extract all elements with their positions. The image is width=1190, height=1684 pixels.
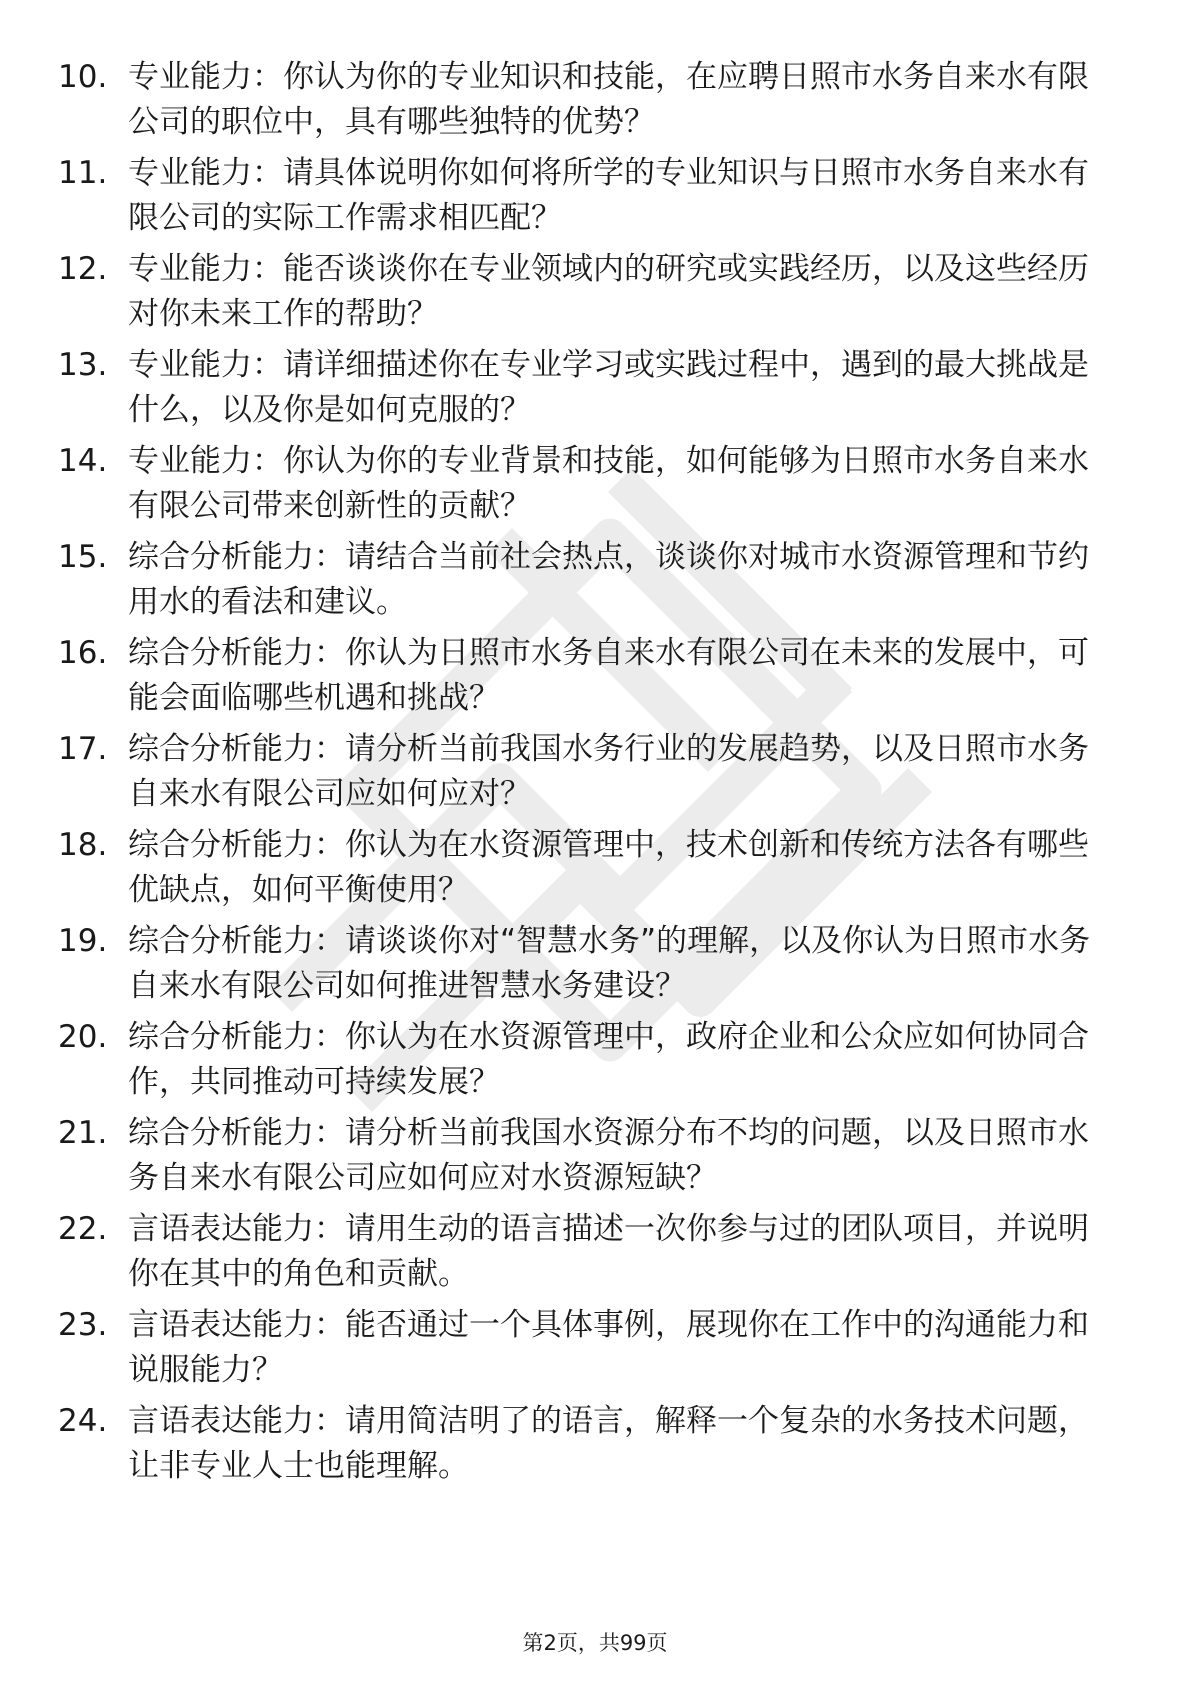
question-number: 22. xyxy=(58,1211,108,1247)
question-item xyxy=(0,242,1190,338)
question-item xyxy=(0,50,1190,146)
question-text: 综合分析能力：请分析当前我国水资源分布不均的问题，以及日照市水务自来水有限公司应如何应对水资源短缺？ xyxy=(128,1115,1089,1196)
question-item xyxy=(0,530,1190,626)
question-text: 专业能力：请具体说明你如何将所学的专业知识与日照市水务自来水有限公司的实际工作需求相匹配？ xyxy=(128,155,1089,236)
question-text: 综合分析能力：你认为在水资源管理中，政府企业和公众应如何协同合作，共同推动可持续发展？ xyxy=(128,1019,1089,1100)
question-number: 21. xyxy=(58,1115,108,1151)
question-number: 18. xyxy=(58,827,108,863)
question-number: 15. xyxy=(58,539,108,575)
question-item xyxy=(0,1106,1190,1202)
question-number: 17. xyxy=(58,731,108,767)
question-item xyxy=(0,338,1190,434)
question-item xyxy=(0,146,1190,242)
question-list xyxy=(0,50,1190,1490)
question-text: 综合分析能力：请结合当前社会热点，谈谈你对城市水资源管理和节约用水的看法和建议。 xyxy=(128,539,1089,620)
question-item xyxy=(0,1394,1190,1490)
question-number: 16. xyxy=(58,635,108,671)
page-footer xyxy=(0,1628,1190,1658)
question-text: 综合分析能力：你认为日照市水务自来水有限公司在未来的发展中，可能会面临哪些机遇和挑战？ xyxy=(128,635,1089,716)
question-number: 24. xyxy=(58,1403,108,1439)
question-number: 11. xyxy=(58,155,108,191)
question-text: 综合分析能力：你认为在水资源管理中，技术创新和传统方法各有哪些优缺点，如何平衡使用？ xyxy=(128,827,1089,908)
question-text: 言语表达能力：能否通过一个具体事例，展现你在工作中的沟通能力和说服能力？ xyxy=(128,1307,1089,1388)
question-text: 专业能力：能否谈谈你在专业领域内的研究或实践经历，以及这些经历对你未来工作的帮助？ xyxy=(128,251,1089,332)
question-text: 综合分析能力：请谈谈你对“智慧水务”的理解，以及你认为日照市水务自来水有限公司如何推进智慧水务建设？ xyxy=(128,923,1091,1004)
page-number-label: 第2页，共99页 xyxy=(522,1631,668,1655)
question-number: 10. xyxy=(58,59,108,95)
question-number: 20. xyxy=(58,1019,108,1055)
question-item xyxy=(0,1202,1190,1298)
question-text: 言语表达能力：请用简洁明了的语言，解释一个复杂的水务技术问题，让非专业人士也能理解。 xyxy=(128,1403,1089,1484)
question-text: 专业能力：你认为你的专业背景和技能，如何能够为日照市水务自来水有限公司带来创新性的贡献？ xyxy=(128,443,1089,524)
question-item xyxy=(0,818,1190,914)
question-text: 专业能力：请详细描述你在专业学习或实践过程中，遇到的最大挑战是什么，以及你是如何克服的？ xyxy=(128,347,1089,428)
question-item xyxy=(0,1298,1190,1394)
question-item xyxy=(0,434,1190,530)
question-number: 23. xyxy=(58,1307,108,1343)
question-number: 19. xyxy=(58,923,108,959)
question-item xyxy=(0,722,1190,818)
question-number: 14. xyxy=(58,443,108,479)
question-text: 综合分析能力：请分析当前我国水务行业的发展趋势，以及日照市水务自来水有限公司应如何应对？ xyxy=(128,731,1089,812)
question-number: 12. xyxy=(58,251,108,287)
question-text: 言语表达能力：请用生动的语言描述一次你参与过的团队项目，并说明你在其中的角色和贡献。 xyxy=(128,1211,1089,1292)
question-text: 专业能力：你认为你的专业知识和技能，在应聘日照市水务自来水有限公司的职位中，具有哪些独特的优势？ xyxy=(128,59,1089,140)
question-number: 13. xyxy=(58,347,108,383)
question-item xyxy=(0,626,1190,722)
question-item xyxy=(0,1010,1190,1106)
question-item xyxy=(0,914,1190,1010)
